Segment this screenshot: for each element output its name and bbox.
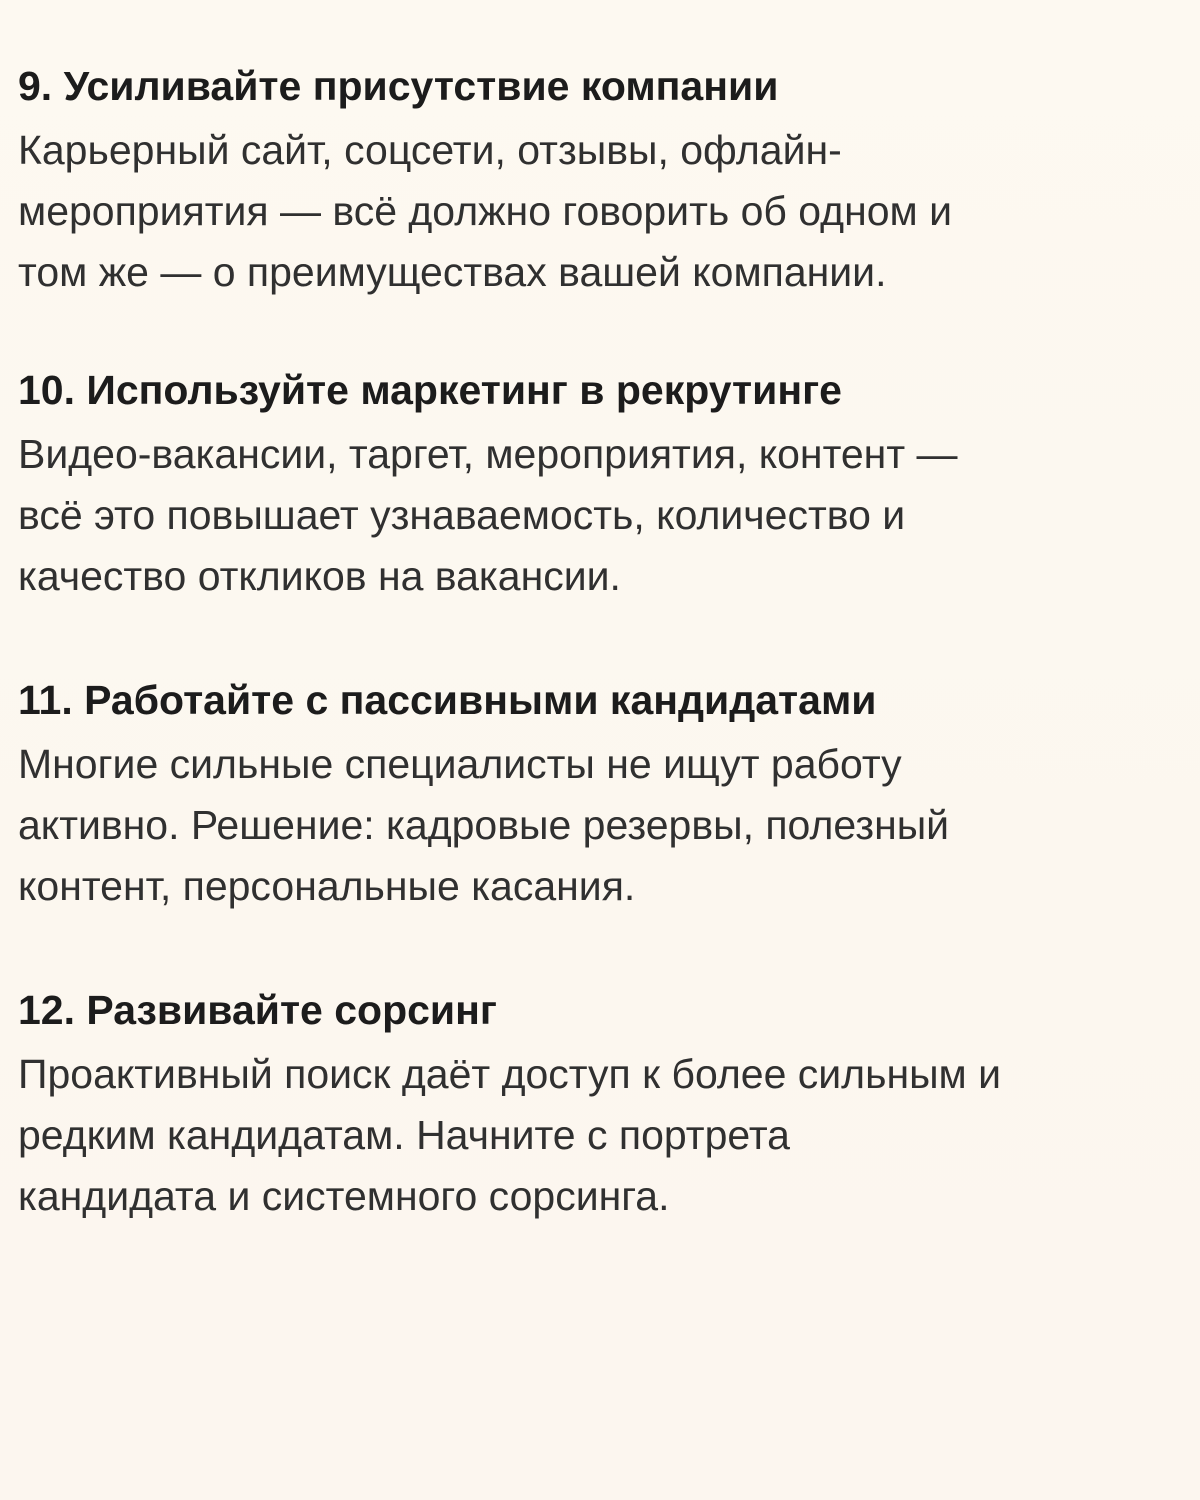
section-title: 10. Используйте маркетинг в рекрутинге [18,367,842,413]
section-passive-candidates [18,674,1182,917]
section-sourcing [18,984,1182,1227]
body-line: том же — о преимуществах вашей компании. [18,249,887,295]
body-line: кандидата и системного сорсинга. [18,1173,670,1219]
body-line: Проактивный поиск даёт доступ к более сильным и [18,1051,1002,1097]
body-line: Карьерный сайт, соцсети, отзывы, офлайн- [18,127,842,173]
body-line: всё это повышает узнаваемость, количество и [18,492,906,538]
section-body [18,424,1182,607]
body-line: активно. Решение: кадровые резервы, полезный [18,802,950,848]
section-company-presence [18,60,1182,303]
section-title: 12. Развивайте сорсинг [18,987,497,1033]
section-body [18,120,1182,303]
section-body [18,1044,1182,1227]
body-line: Видео-вакансии, таргет, мероприятия, контент — [18,431,958,477]
section-body [18,734,1182,917]
body-line: Многие сильные специалисты не ищут работу [18,741,902,787]
section-title: 9. Усиливайте присутствие компании [18,63,779,109]
section-recruiting-marketing [18,364,1182,607]
body-line: редким кандидатам. Начните с портрета [18,1112,790,1158]
section-title: 11. Работайте с пассивными кандидатами [18,677,877,723]
body-line: контент, персональные касания. [18,863,636,909]
body-line: качество откликов на вакансии. [18,553,621,599]
body-line: мероприятия — всё должно говорить об одном и [18,188,953,234]
